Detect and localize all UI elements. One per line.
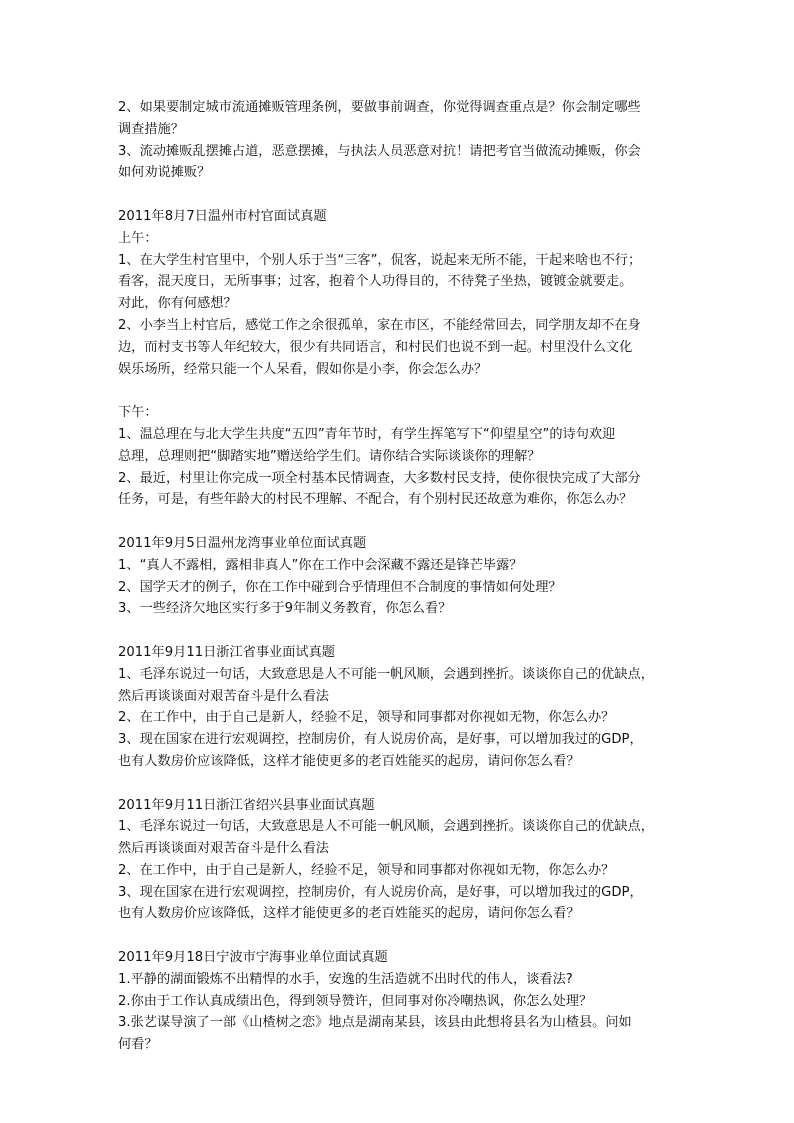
text-line: 2、国学天才的例子，你在工作中碰到合乎情理但不合制度的事情如何处理？ (118, 579, 562, 595)
text-line: 调查措施？ (118, 121, 184, 137)
text-line: 1、毛泽东说过一句话，大致意思是人不可能一帆风顺，会遇到挫折。谈谈你自己的优缺点， (118, 666, 654, 682)
blank-line (118, 620, 690, 642)
section-ninghai (118, 947, 690, 1056)
section-zhejiang (118, 642, 690, 773)
text-line: 3、现在国家在进行宏观调控，控制房价，有人说房价高，是好事，可以增加我过的GDP， (118, 884, 643, 900)
text-line: 3、现在国家在进行宏观调控，控制房价，有人说房价高，是好事，可以增加我过的GDP， (118, 732, 643, 748)
text-line: 何看？ (118, 1037, 158, 1053)
section-longwan (118, 533, 690, 620)
text-line: 2、最近，村里让你完成一项全村基本民情调查，大多数村民支持，使你很快完成了大部分 (118, 470, 641, 486)
text-line: 1、温总理在与北大学生共度“五四”青年节时，有学生挥笔写下“仰望星空”的诗句欢迎 (118, 426, 616, 442)
section-shaoxing (118, 795, 690, 926)
text-line: 1、在大学生村官里中，个别人乐于当“三客”，侃客，说起来无所不能，干起来啥也不行； (118, 252, 642, 268)
text-line: 对此，你有何感想？ (118, 296, 237, 312)
text-line: 2、小李当上村官后，感觉工作之余很孤单，家在市区，不能经常回去，同学朋友却不在身 (118, 317, 641, 333)
section-title: 2011年9月5日温州龙湾事业单位面试真题 (118, 535, 367, 551)
text-line: 2、在工作中，由于自己是新人，经验不足，领导和同事都对你视如无物，你怎么办？ (118, 862, 615, 878)
text-line: 3.张艺谋导演了一部《山楂树之恋》地点是湖南某县，该县由此想将县名为山楂县。问如 (118, 1015, 632, 1031)
text-line: 然后再谈谈面对艰苦奋斗是什么看法 (118, 688, 329, 704)
morning-label: 上午： (118, 230, 158, 246)
blank-line (118, 925, 690, 947)
text-line: 任务，可是，有些年龄大的村民不理解、不配合，有个别村民还故意为难你，你怎么办？ (118, 492, 633, 508)
section-wenzhou-village (118, 206, 690, 511)
text-line: 3、一些经济欠地区实行多于9年制义务教育，你怎么看？ (118, 601, 452, 617)
text-line: 1.平静的湖面锻炼不出精悍的水手，安逸的生活造就不出时代的伟人，谈看法? (118, 971, 573, 987)
intro-block (118, 97, 690, 184)
text-line: 边，而村支书等人年纪较大，很少有共同语言，和村民们也说不到一起。村里没什么文化 (118, 339, 633, 355)
text-line: 也有人数房价应该降低，这样才能使更多的老百姓能买的起房，请问你怎么看？ (118, 906, 580, 922)
text-line: 1、“真人不露相，露相非真人”你在工作中会深藏不露还是锋芒毕露？ (118, 557, 523, 573)
section-title: 2011年9月11日浙江省事业面试真题 (118, 644, 335, 660)
text-line: 如何劝说摊贩？ (118, 165, 211, 181)
text-line: 看客，混天度日，无所事事；过客，抱着个人功得目的，不待凳子坐热，镀镀金就要走。 (118, 274, 633, 290)
text-line: 总理，总理则把“脚踏实地”赠送给学生们。请你结合实际谈谈你的理解？ (118, 448, 541, 464)
blank-line (118, 184, 690, 206)
afternoon-label: 下午： (118, 405, 158, 421)
text-line: 3、流动摊贩乱摆摊占道，恶意摆摊，与执法人员恶意对抗！请把考官当做流动摊贩，你会 (118, 143, 641, 159)
blank-line (118, 773, 690, 795)
text-line: 然后再谈谈面对艰苦奋斗是什么看法 (118, 841, 329, 857)
text-line: 2.你由于工作认真成绩出色，得到领导赞许，但同事对你冷嘲热讽，你怎么处理？ (118, 993, 593, 1009)
text-line: 娱乐场所，经常只能一个人呆看，假如你是小李，你会怎么办？ (118, 361, 488, 377)
section-title: 2011年9月11日浙江省绍兴县事业面试真题 (118, 797, 375, 813)
blank-line (118, 380, 690, 402)
blank-line (118, 511, 690, 533)
text-line: 2、在工作中，由于自己是新人，经验不足，领导和同事都对你视如无物，你怎么办？ (118, 710, 615, 726)
section-title: 2011年9月18日宁波市宁海事业单位面试真题 (118, 950, 388, 966)
text-line: 2、如果要制定城市流通摊贩管理条例，要做事前调查，你觉得调查重点是？你会制定哪些 (118, 100, 641, 115)
document-page (118, 97, 690, 1056)
text-line: 也有人数房价应该降低，这样才能使更多的老百姓能买的起房，请问你怎么看？ (118, 753, 580, 769)
text-line: 1、毛泽东说过一句话，大致意思是人不可能一帆风顺，会遇到挫折。谈谈你自己的优缺点， (118, 819, 654, 835)
section-title: 2011年8月7日温州市村官面试真题 (118, 208, 327, 224)
